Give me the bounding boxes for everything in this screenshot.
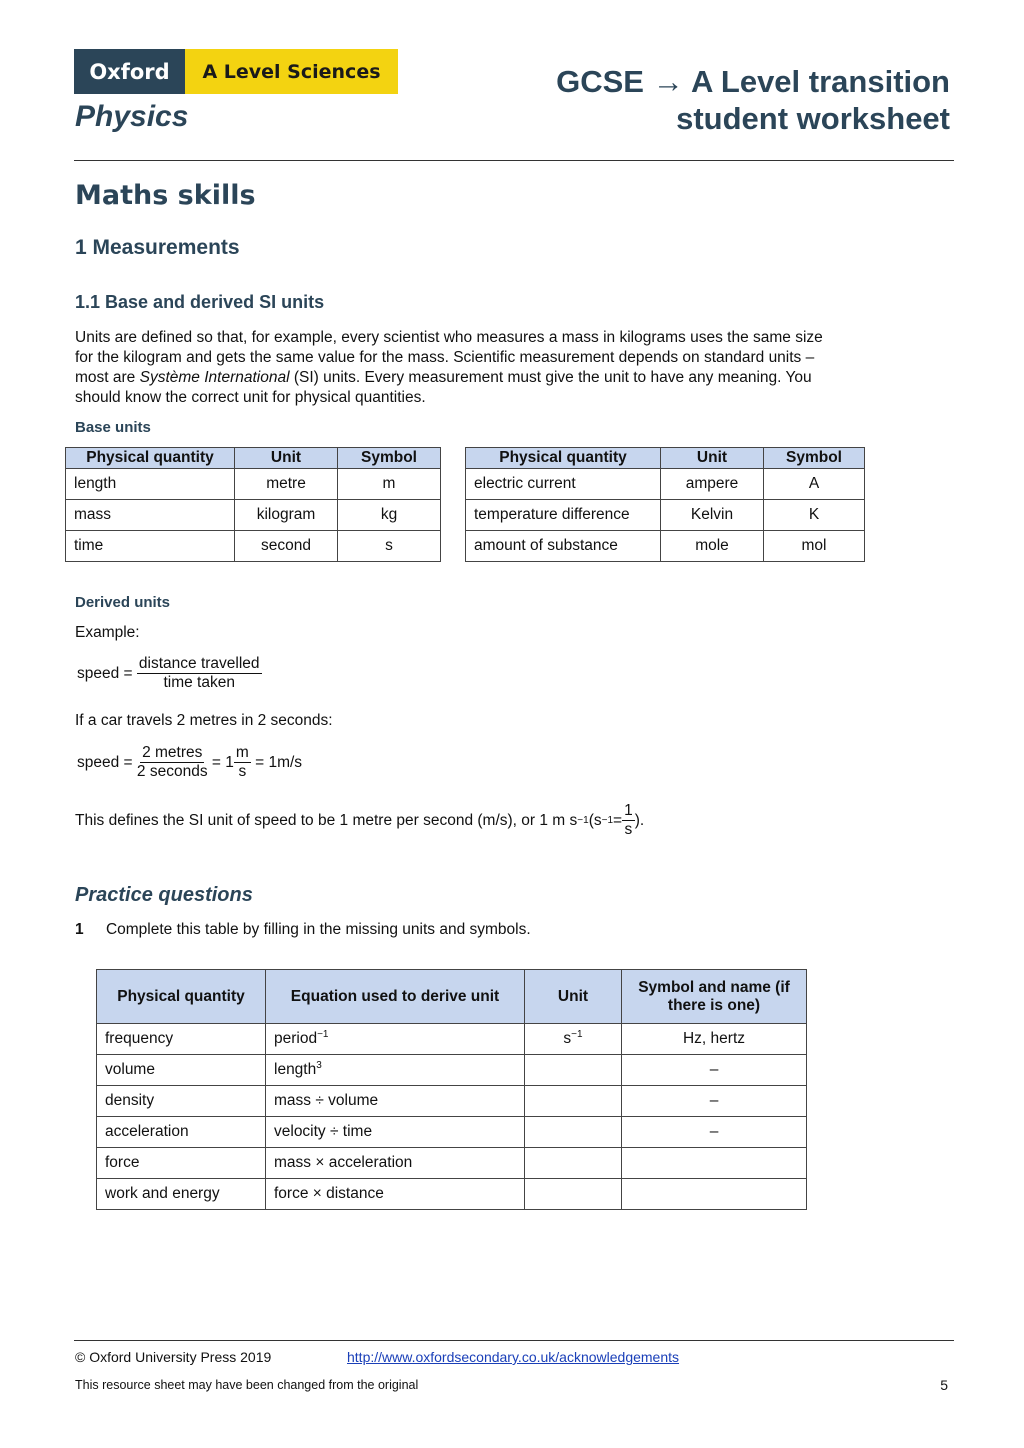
derived-units-heading: Derived units [75,594,171,611]
fraction-denominator: 2 seconds [136,763,208,780]
speed-formula [77,655,262,692]
cell-symbol: K [764,500,865,531]
section-title: Maths skills [75,180,256,211]
logo-series: A Level Sciences [185,49,398,94]
unit-numerator: m [235,744,249,761]
header-divider [74,160,954,161]
example-label: Example: [75,624,140,641]
cell-quantity: acceleration [97,1117,266,1148]
fraction-numerator: 1 [624,802,633,819]
col-header-unit: Unit [661,448,764,469]
oxford-logo [74,49,398,94]
cell-equation [266,1024,525,1055]
col-header-quantity: Physical quantity [97,970,266,1024]
col-header-quantity: Physical quantity [466,448,661,469]
cell-quantity: mass [66,500,235,531]
cell-quantity: time [66,531,235,562]
cell-quantity: force [97,1148,266,1179]
cell-unit: kilogram [235,500,338,531]
superscript: −1 [571,1029,583,1041]
cell-unit[interactable] [525,1148,622,1179]
cell-symbol: kg [338,500,441,531]
table-row [97,1179,807,1210]
cell-unit[interactable] [525,1086,622,1117]
cell-equation: force × distance [266,1179,525,1210]
cell-symbol-name[interactable]: – [622,1055,807,1086]
definition-text-b: (s [588,811,602,829]
cell-equation: mass × acceleration [266,1148,525,1179]
col-header-unit: Unit [235,448,338,469]
base-units-heading: Base units [75,419,151,436]
fraction-denominator: time taken [163,674,235,691]
cell-symbol-name[interactable]: – [622,1117,807,1148]
cell-unit[interactable] [525,1179,622,1210]
cell-equation: velocity ÷ time [266,1117,525,1148]
cell-quantity: density [97,1086,266,1117]
cell-quantity: temperature difference [466,500,661,531]
fraction-denominator: s [624,821,633,838]
table-row [97,1055,807,1086]
superscript: −1 [577,815,589,826]
col-header-equation: Equation used to derive unit [266,970,525,1024]
intro-text-a: Units are defined so that, for example, every scientist who measures a mass in kilograms uses the same size for the kilogram and gets the same value for the mass. Scientific measurement depends on standard units – most are [75,329,823,386]
cell-unit[interactable] [525,1024,622,1055]
cell-symbol: m [338,469,441,500]
col-header-unit: Unit [525,970,622,1024]
copyright-text: © Oxford University Press 2019 [75,1349,272,1365]
speed-label: speed = [77,664,133,682]
table-row [466,531,865,562]
equation-text: period [274,1030,318,1048]
col-header-quantity: Physical quantity [66,448,235,469]
unit-fraction [234,744,251,781]
superscript: 3 [316,1060,322,1072]
page-number: 5 [940,1377,948,1393]
subject-title: Physics [75,100,189,133]
table-row [466,500,865,531]
cell-symbol-name[interactable] [622,1148,807,1179]
practice-heading: Practice questions [75,884,253,906]
practice-table [96,969,807,1210]
result-value: = 1m/s [255,753,303,771]
cell-quantity: work and energy [97,1179,266,1210]
si-definition [75,802,644,839]
speed-label: speed = [77,753,133,771]
equals-one: = 1 [211,753,234,771]
table-row [66,469,441,500]
col-header-symbol: Symbol [338,448,441,469]
inverse-fraction [622,802,635,839]
table-row [66,500,441,531]
intro-text-italic: Système International [139,369,290,386]
cell-unit: second [235,531,338,562]
definition-text-d: ). [634,811,645,829]
cell-unit: metre [235,469,338,500]
question-text: Complete this table by filling in the missing units and symbols. [105,921,531,938]
fraction-numerator: 2 metres [142,744,203,761]
cell-symbol: mol [764,531,865,562]
title-line-1: GCSE → A Level transition [556,64,950,99]
definition-text-a: This defines the SI unit of speed to be 1 metre per second (m/s), or 1 m s [75,811,578,829]
superscript: −1 [601,815,614,826]
speed-example-formula [77,744,302,781]
table-row [466,469,865,500]
table-row [97,1148,807,1179]
cell-symbol: A [764,469,865,500]
worksheet-title [556,63,950,137]
cell-symbol-name[interactable]: Hz, hertz [622,1024,807,1055]
title-line-2: student worksheet [676,101,950,136]
intro-paragraph [75,328,835,408]
unit-denominator: s [238,763,247,780]
cell-quantity: electric current [466,469,661,500]
cell-symbol-name[interactable]: – [622,1086,807,1117]
cell-quantity: length [66,469,235,500]
footer-divider [74,1340,954,1341]
cell-symbol-name[interactable] [622,1179,807,1210]
col-header-symbol: Symbol [764,448,865,469]
definition-text-c: = [613,811,623,829]
footer-note: This resource sheet may have been changed from the original [75,1378,419,1392]
logo-brand: Oxford [74,49,185,94]
intro-text-b: (SI) units. Every measurement must give the unit to have any meaning. You should know the correct unit for physical quantities. [75,369,812,406]
cell-equation [266,1055,525,1086]
table-row [97,1024,807,1055]
base-units-table-left [65,447,441,562]
subsection-title: 1 Measurements [75,236,240,259]
acknowledgements-link[interactable]: http://www.oxfordsecondary.co.uk/acknowledgements [347,1349,680,1365]
car-statement: If a car travels 2 metres in 2 seconds: [75,712,333,729]
question-1 [75,921,531,939]
cell-unit: Kelvin [661,500,764,531]
subsubsection-title: 1.1 Base and derived SI units [75,292,325,312]
formula-fraction [137,655,262,692]
cell-equation: mass ÷ volume [266,1086,525,1117]
table-row [97,1086,807,1117]
base-units-table-right [465,447,865,562]
cell-quantity: amount of substance [466,531,661,562]
table-row [97,1117,807,1148]
cell-symbol: s [338,531,441,562]
unit-text: s [563,1030,572,1048]
cell-unit[interactable] [525,1055,622,1086]
superscript: −1 [317,1029,329,1041]
fraction-numerator: distance travelled [138,655,260,672]
equation-text: length [274,1061,317,1079]
cell-unit: ampere [661,469,764,500]
question-number: 1 [75,921,84,938]
cell-unit[interactable] [525,1117,622,1148]
cell-unit: mole [661,531,764,562]
formula-fraction [137,744,208,781]
cell-quantity: frequency [97,1024,266,1055]
cell-quantity: volume [97,1055,266,1086]
col-header-symbol-name: Symbol and name (if there is one) [622,970,807,1024]
table-row [66,531,441,562]
